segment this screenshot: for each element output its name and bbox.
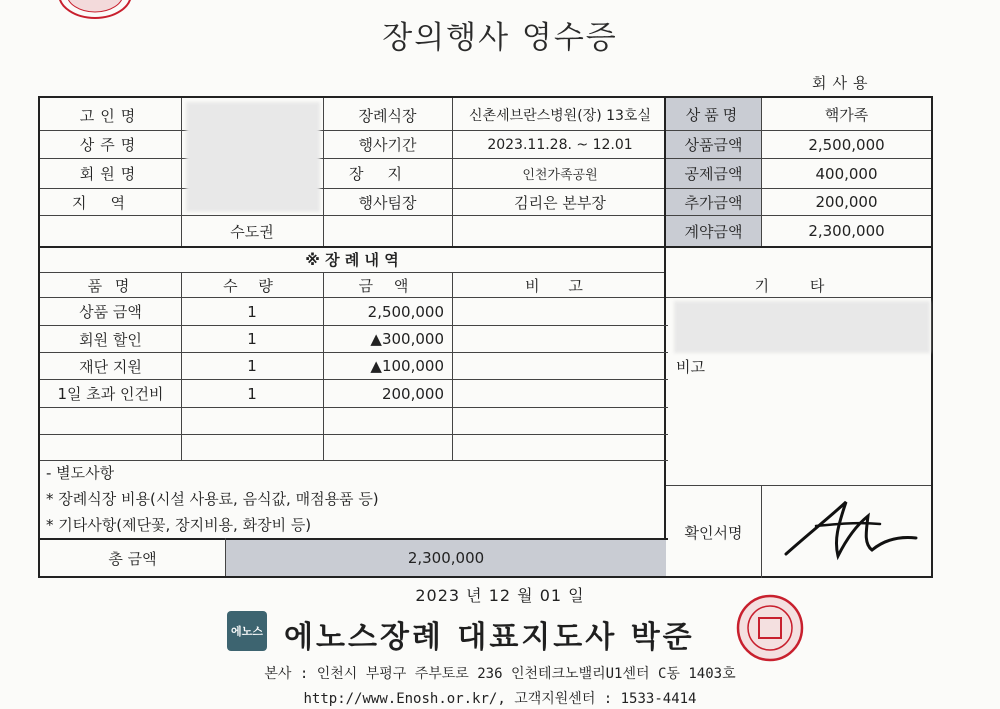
row-amount: ▲300,000 — [370, 330, 444, 348]
details-section-title: ※ 장 례 내 역 — [305, 251, 399, 269]
deduction-value: 400,000 — [815, 164, 878, 183]
company-contact: http://www.Enosh.or.kr/, 고객지원센터 : 1533-4414 — [303, 691, 697, 707]
company-address: 본사 : 인천시 부평구 주부토로 236 인천테크노밸리U1센터 C동 1403호 — [264, 666, 736, 682]
row-qty: 1 — [247, 302, 257, 321]
stamp-fragment-icon — [55, 0, 135, 22]
total-label: 총 금액 — [108, 549, 157, 568]
member-label: 회원명 — [79, 165, 142, 183]
seal-stamp-icon — [725, 592, 815, 664]
redacted-other-info — [674, 301, 930, 353]
contract-value: 2,300,000 — [808, 222, 885, 240]
row-item: 상품 금액 — [79, 303, 142, 321]
product-amount-label: 상품금액 — [666, 131, 761, 158]
confirm-signature-label: 확인서명 — [684, 523, 743, 542]
period-value: 2023.11.28. ~ 12.01 — [487, 136, 633, 153]
chief-mourner-label: 상주명 — [79, 136, 142, 154]
deceased-label: 고인명 — [79, 106, 142, 125]
receipt-title: 장의행사 영수증 — [382, 20, 618, 56]
contract-label: 계약금액 — [666, 216, 761, 246]
signature-icon — [776, 496, 926, 572]
row-amount: 2,500,000 — [367, 302, 444, 321]
notes-line-1: * 장례식장 비용(시설 사용료, 음식값, 매점용품 등) — [46, 490, 379, 508]
summary-panel — [666, 96, 933, 578]
header-amount: 금 액 — [358, 276, 417, 295]
team-leader-label: 행사팀장 — [358, 193, 417, 212]
burial-label: 장지 — [349, 165, 426, 183]
copy-label: 회사용 — [812, 74, 874, 92]
row-qty: 1 — [247, 330, 257, 348]
other-note: 비고 — [676, 358, 705, 376]
venue-label: 장례식장 — [358, 106, 417, 125]
row-item: 1일 초과 인건비 — [57, 385, 164, 403]
row-amount: 200,000 — [381, 384, 444, 403]
region-value: 수도권 — [230, 222, 274, 241]
row-item: 재단 지원 — [79, 357, 142, 376]
row-item: 회원 할인 — [79, 330, 142, 349]
header-qty: 수 량 — [223, 276, 281, 295]
header-remarks: 비 고 — [525, 276, 595, 295]
product-value: 핵가족 — [824, 105, 869, 124]
deduction-label: 공제금액 — [666, 159, 761, 188]
team-leader-value: 김리은 본부장 — [514, 193, 606, 212]
company-name: 에노스장례 대표지도사 박준 — [284, 620, 695, 655]
issue-date: 2023 년 12 월 01 일 — [415, 586, 585, 605]
row-qty: 1 — [247, 384, 257, 403]
region-label: 지역 — [72, 193, 149, 212]
venue-value: 신촌세브란스병원(장) 13호실 — [469, 108, 651, 124]
header-other: 기 타 — [754, 276, 843, 295]
additional-label: 추가금액 — [666, 189, 761, 215]
row-amount: ▲100,000 — [370, 357, 444, 375]
notes-line-2: * 기타사항(제단꽃, 장지비용, 화장비 등) — [46, 516, 312, 534]
redacted-names — [186, 102, 320, 212]
product-label: 상품명 — [666, 98, 761, 130]
receipt-table — [38, 96, 666, 578]
period-label: 행사기간 — [358, 136, 417, 154]
header-item: 품 명 — [87, 276, 134, 295]
burial-value: 인천가족공원 — [522, 168, 598, 183]
notes-heading: - 별도사항 — [46, 464, 115, 482]
total-value: 2,300,000 — [226, 540, 666, 576]
additional-value: 200,000 — [815, 193, 878, 211]
company-logo-icon: 에노스 — [227, 611, 267, 651]
product-amount-value: 2,500,000 — [808, 135, 885, 154]
row-qty: 1 — [247, 357, 257, 375]
